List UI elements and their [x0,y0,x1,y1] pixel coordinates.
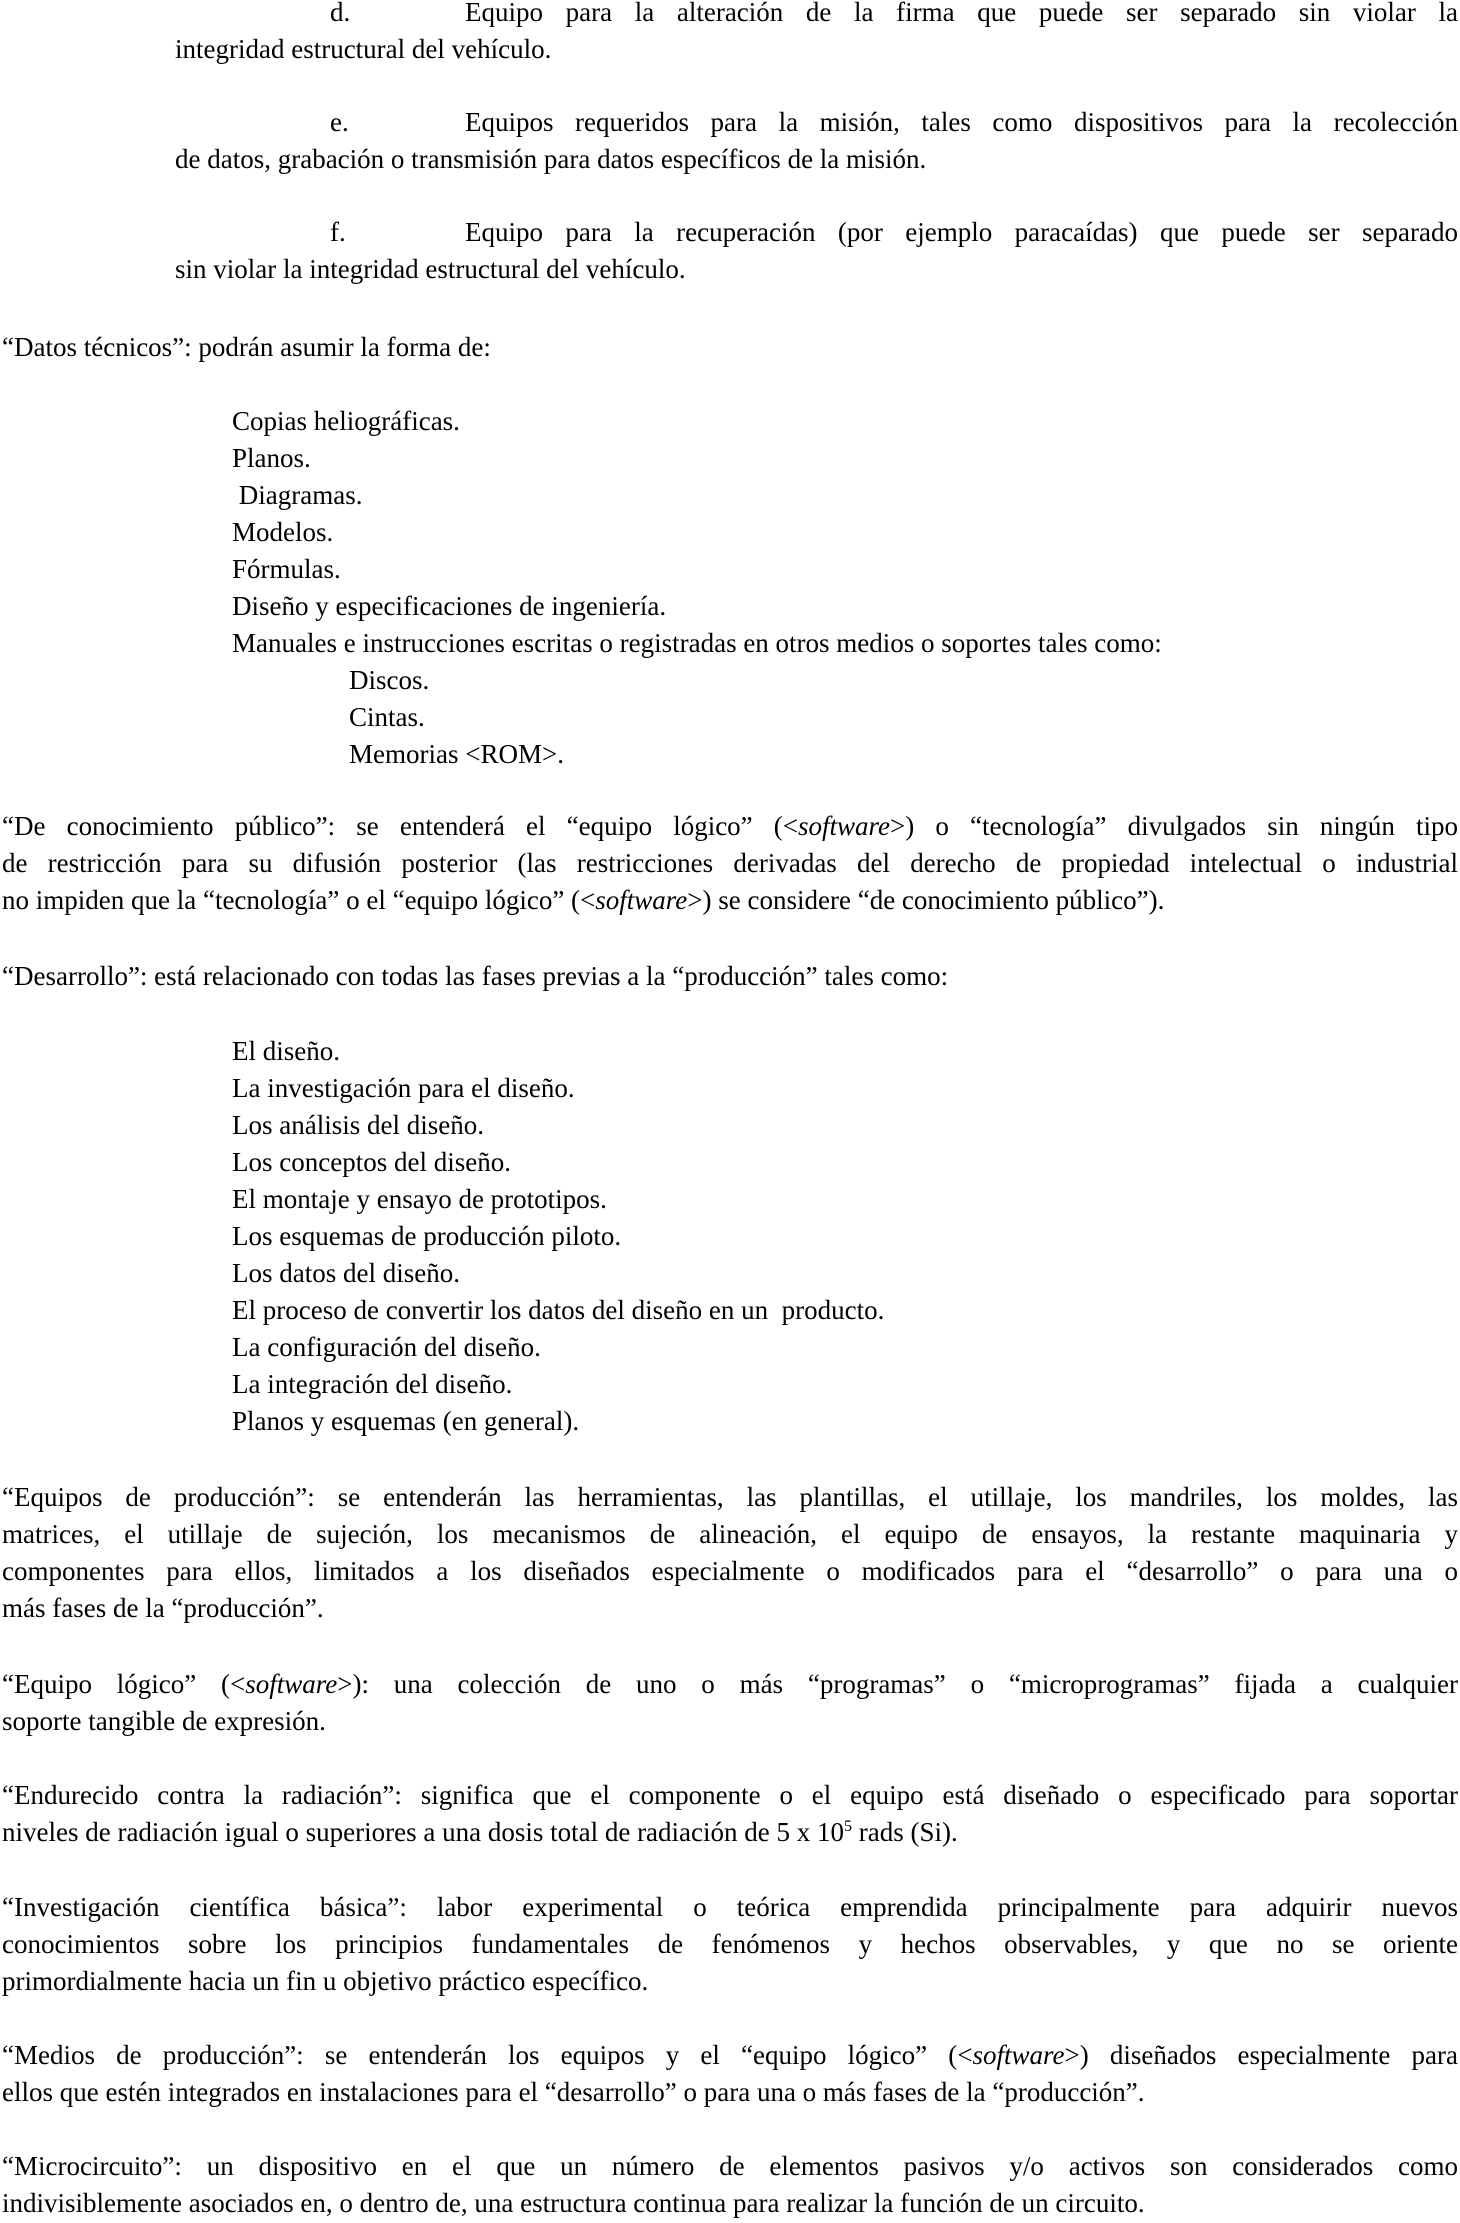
equipo-logico-line-2: soporte tangible de expresión. [2,1706,326,1736]
investigacion-line-3: primordialmente hacia un fin u objetivo práctico específico. [2,1966,649,1996]
item-e-line-1: Equipos requeridos para la misión, tales como dispositivos para la recolección [465,107,1458,137]
desarrollo-item: La investigación para el diseño. [232,1073,575,1103]
desarrollo-intro: “Desarrollo”: está relacionado con todas las fases previas a la “producción” tales como: [2,961,949,991]
equipos-produccion-line-3: componentes para ellos, limitados a los diseñados especialmente o modificados para el “desarrollo” o para una o [2,1556,1458,1586]
datos-tecnicos-item: Diseño y especificaciones de ingeniería. [232,591,667,621]
datos-tecnicos-subitem: Memorias <ROM>. [349,739,564,769]
conocimiento-publico-line-1: “De conocimiento público”: se entenderá el “equipo lógico” (<software>) o “tecnología” divulgados sin ningún tipo [2,811,1458,841]
item-e-line-2: de datos, grabación o transmisión para datos específicos de la misión. [175,144,927,174]
conocimiento-publico-line-3: no impiden que la “tecnología” o el “equipo lógico” (<software>) se considere “de conocimiento público”). [2,885,1165,915]
microcircuito-line-2: indivisiblemente asociados en, o dentro de, una estructura continua para realizar la función de un circuito. [2,2188,1145,2218]
desarrollo-item: Planos y esquemas (en general). [232,1406,580,1436]
desarrollo-item: Los datos del diseño. [232,1258,460,1288]
datos-tecnicos-subitem: Discos. [349,665,430,695]
desarrollo-item: Los esquemas de producción piloto. [232,1221,622,1251]
desarrollo-item: El proceso de convertir los datos del diseño en un producto. [232,1295,885,1325]
investigacion-line-1: “Investigación científica básica”: labor experimental o teórica emprendida principalmente para adquirir nuevos [2,1892,1458,1922]
item-f-line-1: Equipo para la recuperación (por ejemplo paracaídas) que puede ser separado [465,217,1458,247]
item-f-marker: f. [330,217,346,247]
endurecido-line-1: “Endurecido contra la radiación”: significa que el componente o el equipo está diseñado o especificado para soportar [2,1780,1458,1810]
medios-produccion-line-1: “Medios de producción”: se entenderán los equipos y el “equipo lógico” (<software>) diseñados especialmente para [2,2040,1459,2070]
item-d-line-1: Equipo para la alteración de la firma que puede ser separado sin violar la [465,0,1458,27]
datos-tecnicos-item: Diagramas. [232,480,363,510]
medios-produccion-line-2: ellos que estén integrados en instalaciones para el “desarrollo” o para una o más fases de la “producción”. [2,2077,1145,2107]
desarrollo-item: El montaje y ensayo de prototipos. [232,1184,607,1214]
datos-tecnicos-intro: “Datos técnicos”: podrán asumir la forma de: [2,332,491,362]
equipos-produccion-line-2: matrices, el utillaje de sujeción, los mecanismos de alineación, el equipo de ensayos, la restante maquinaria y [2,1519,1458,1549]
item-f-line-2: sin violar la integridad estructural del vehículo. [175,254,686,284]
endurecido-line-2: niveles de radiación igual o superiores a una dosis total de radiación de 5 x $10^5$ rads (Si). [2,1817,958,1847]
desarrollo-item: El diseño. [232,1036,340,1066]
datos-tecnicos-item: Fórmulas. [232,554,341,584]
datos-tecnicos-item: Manuales e instrucciones escritas o registradas en otros medios o soportes tales como: [232,628,1162,658]
datos-tecnicos-subitem: Cintas. [349,702,425,732]
item-d-line-2: integridad estructural del vehículo. [175,34,552,64]
equipos-produccion-line-4: más fases de la “producción”. [2,1593,324,1623]
desarrollo-item: La configuración del diseño. [232,1332,541,1362]
investigacion-line-2: conocimientos sobre los principios fundamentales de fenómenos y hechos observables, y que no se oriente [2,1929,1458,1959]
microcircuito-line-1: “Microcircuito”: un dispositivo en el que un número de elementos pasivos y/o activos son considerados como [2,2151,1458,2181]
desarrollo-item: La integración del diseño. [232,1369,513,1399]
desarrollo-item: Los análisis del diseño. [232,1110,484,1140]
datos-tecnicos-item: Planos. [232,443,311,473]
item-d-marker: d. [330,0,351,27]
item-e-marker: e. [330,107,349,137]
conocimiento-publico-line-2: de restricción para su difusión posterior (las restricciones derivadas del derecho de propiedad intelectual o industrial [2,848,1458,878]
exponent: 5 [844,1818,852,1835]
datos-tecnicos-item: Copias heliográficas. [232,406,460,436]
equipo-logico-line-1: “Equipo lógico” (<software>): una colección de uno o más “programas” o “microprogramas” fijada a cualquier [2,1669,1458,1699]
desarrollo-item: Los conceptos del diseño. [232,1147,511,1177]
datos-tecnicos-item: Modelos. [232,517,334,547]
equipos-produccion-line-1: “Equipos de producción”: se entenderán las herramientas, las plantillas, el utillaje, los mandriles, los moldes, las [2,1482,1458,1512]
